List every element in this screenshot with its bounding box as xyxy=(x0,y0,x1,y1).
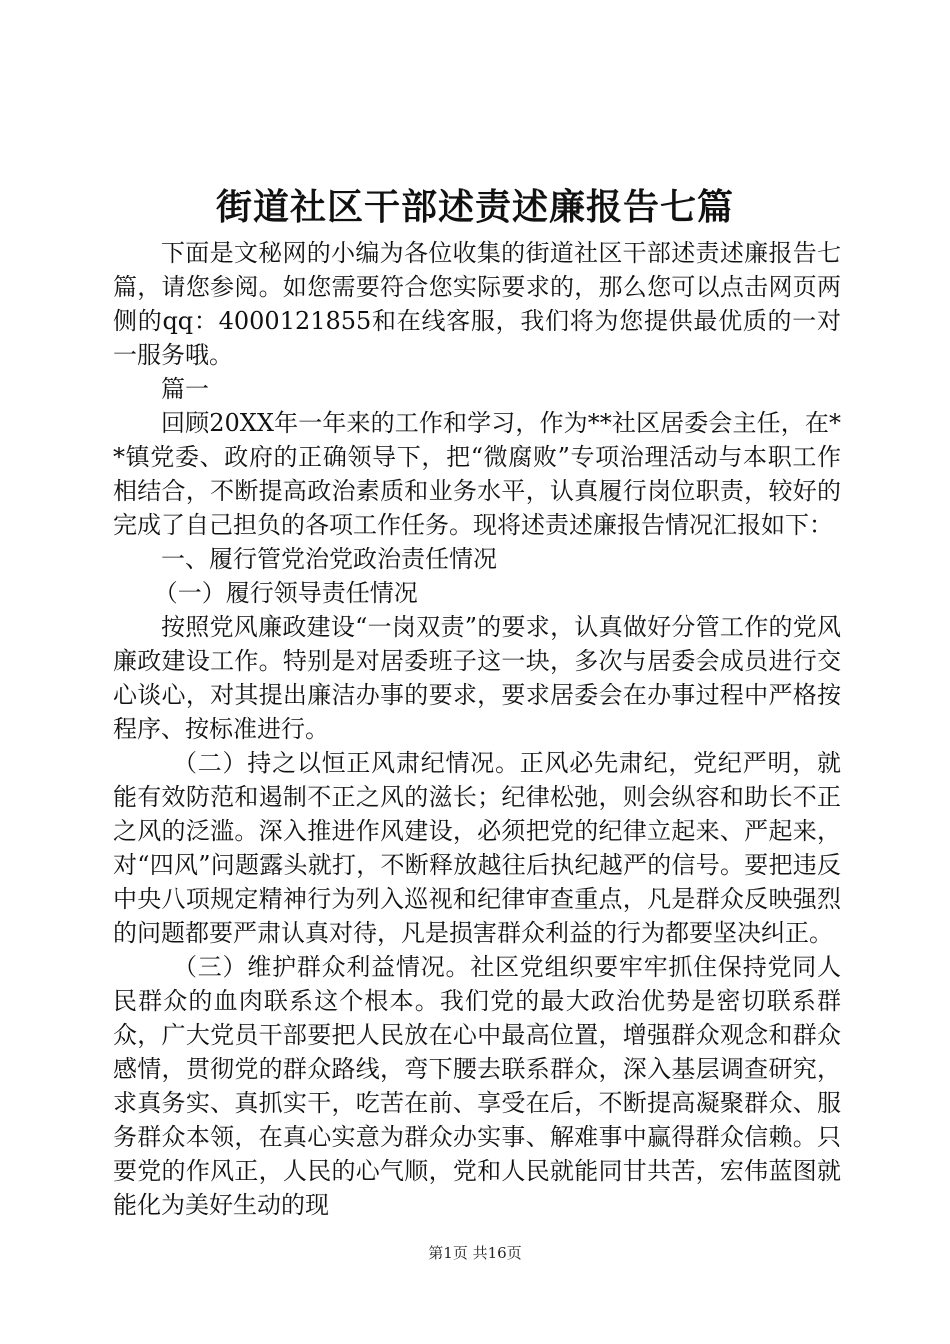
body-paragraph: （二）持之以恒正风肃纪情况。正风必先肃纪，党纪严明，就能有效防范和遏制不正之风的滋长；纪律松弛，则会纵容和助长不正之风的泛滥。深入推进作风建设，必须把党的纪律立起来、严起来，对“四风”问题露头就打，不断释放越往后执纪越严的信号。要把违反中央八项规定精神行为列入巡视和纪律审查重点，凡是群众反映强烈的问题都要严肃认真对待，凡是损害群众利益的行为都要坚决纠正。 xyxy=(113,749,841,947)
subsection-heading: （一）履行领导责任情况 xyxy=(153,579,418,607)
body-paragraph: 按照党风廉政建设“一岗双责”的要求，认真做好分管工作的党风廉政建设工作。特别是对居委班子这一块，多次与居委会成员进行交心谈心，对其提出廉洁办事的要求，要求居委会在办事过程中严格按程序、按标准进行。 xyxy=(113,613,841,743)
page-footer: 第1页 共16页 xyxy=(428,1244,522,1262)
document-body xyxy=(113,236,841,1222)
section-label: 篇一 xyxy=(161,375,209,403)
body-paragraph: （三）维护群众利益情况。社区党组织要牢牢抓住保持党同人民群众的血肉联系这个根本。我们党的最大政治优势是密切联系群众，广大党员干部要把人民放在心中最高位置，增强群众观念和群众感情，贯彻党的群众路线，弯下腰去联系群众，深入基层调查研究，求真务实、真抓实干，吃苦在前、享受在后，不断提高凝聚群众、服务群众本领，在真心实意为群众办实事、解难事中赢得群众信赖。只要党的作风正，人民的心气顺，党和人民就能同甘共苦，宏伟蓝图就能化为美好生动的现 xyxy=(113,953,841,1219)
document-title: 街道社区干部述责述廉报告七篇 xyxy=(215,186,734,228)
section-heading: 一、履行管党治党政治责任情况 xyxy=(161,545,497,573)
intro-paragraph: 下面是文秘网的小编为各位收集的街道社区干部述责述廉报告七篇，请您参阅。如您需要符合您实际要求的，那么您可以点击网页两侧的qq：4000121855和在线客服，我们将为您提供最优质的一对一服务哦。 xyxy=(113,239,841,369)
body-paragraph: 回顾20XX年一年来的工作和学习，作为**社区居委会主任，在**镇党委、政府的正确领导下，把“微腐败”专项治理活动与本职工作相结合，不断提高政治素质和业务水平，认真履行岗位职责，较好的完成了自己担负的各项工作任务。现将述责述廉报告情况汇报如下： xyxy=(113,409,841,539)
